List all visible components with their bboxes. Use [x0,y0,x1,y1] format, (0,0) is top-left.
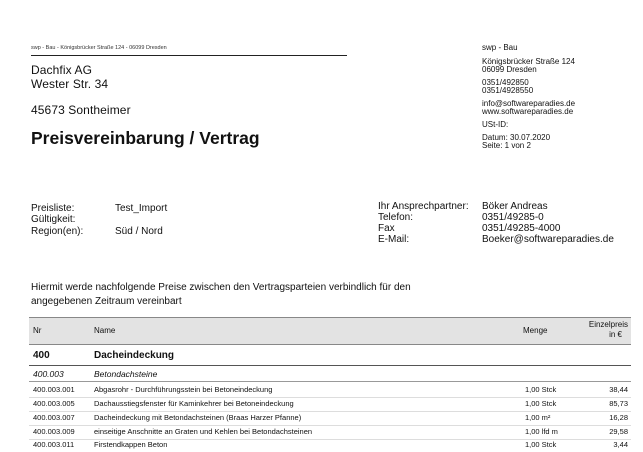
contact-fax-label: Fax [378,223,395,234]
item-price: 16,28 [609,413,628,422]
company-name: swp - Bau [482,43,518,52]
price-list-value: Test_Import [115,203,168,214]
item-price: 3,44 [613,440,628,449]
recipient-name: Dachfix AG [31,63,93,77]
group-name: Betondachsteine [94,369,158,379]
contact-email-value[interactable]: Boeker@softwareparadies.de [482,234,614,245]
header-quantity: Menge [523,326,548,335]
document-title: Preisvereinbarung / Vertrag [31,128,260,148]
table-header [29,317,631,345]
item-name: Dacheindeckung mit Betondachsteinen (Braas Harzer Pfanne) [94,413,302,422]
item-quantity: 1,00 m² [525,413,551,422]
sender-divider [31,55,347,56]
table-row [29,383,631,398]
item-quantity: 1,00 Stck [525,440,557,449]
recipient-street: Wester Str. 34 [31,77,109,91]
validity-label: Gültigkeit: [31,214,76,225]
header-name: Name [94,326,116,335]
header-unit-price: Einzelpreis [588,320,628,329]
section-name: Dacheindeckung [94,350,175,361]
table-row [29,411,631,426]
item-name: Firstendkappen Beton [94,440,168,449]
contact-phone-label: Telefon: [378,212,414,223]
company-city: 06099 Dresden [482,65,537,74]
intro-text: Hiermit werde nachfolgende Preise zwischen den Vertragsparteien verbindlich für den angegebenen Zeitraum vereinbart [31,282,411,307]
item-quantity: 1,00 Stck [525,399,557,408]
item-price: 85,73 [609,399,628,408]
item-price: 29,58 [609,427,628,436]
item-price: 38,44 [609,385,628,394]
price-list-label: Preisliste: [31,203,75,214]
item-nr: 400.003.011 [33,440,75,449]
contact-phone-value: 0351/49285-0 [482,212,544,223]
contact-person-label: Ihr Ansprechpartner: [378,201,469,212]
item-name: Abgasrohr - Durchführungsstein bei Betoneindeckung [94,385,273,394]
recipient-city: 45673 Sontheimer [31,103,131,117]
item-name: einseitige Anschnitte an Graten und Kehlen bei Betondachsteinen [94,427,313,436]
section-nr: 400 [33,350,50,361]
group-nr: 400.003 [33,369,64,379]
contact-person-value: Böker Andreas [482,201,548,212]
section-row [29,348,631,366]
header-currency: in € [609,330,622,339]
item-nr: 400.003.009 [33,427,75,436]
group-row [29,368,631,382]
contact-fax-value: 0351/49285-4000 [482,223,561,234]
company-street: Königsbrücker Straße 124 [482,57,575,66]
item-nr: 400.003.005 [33,399,75,408]
company-email[interactable]: info@softwareparadies.de [482,99,576,108]
document-date: Datum: 30.07.2020 [482,133,551,142]
company-phone: 0351/492850 [482,78,529,87]
sender-address-line: swp - Bau - Königsbrücker Straße 124 - 06099 Dresden [31,45,167,51]
region-label: Region(en): [31,226,84,237]
page-number: Seite: 1 von 2 [482,141,531,150]
company-fax: 0351/4928550 [482,86,534,95]
table-row [29,438,631,452]
header-nr: Nr [33,326,42,335]
table-row [29,397,631,412]
company-website[interactable]: www.softwareparadies.de [482,107,574,116]
item-quantity: 1,00 lfd m [525,427,558,436]
company-vat-id: USt-ID: [482,120,509,129]
item-quantity: 1,00 Stck [525,385,557,394]
item-name: Dachausstiegsfenster für Kaminkehrer bei Betoneindeckung [94,399,294,408]
region-value: Süd / Nord [115,226,163,237]
item-nr: 400.003.007 [33,413,75,422]
item-nr: 400.003.001 [33,385,75,394]
contact-email-label: E-Mail: [378,234,410,245]
